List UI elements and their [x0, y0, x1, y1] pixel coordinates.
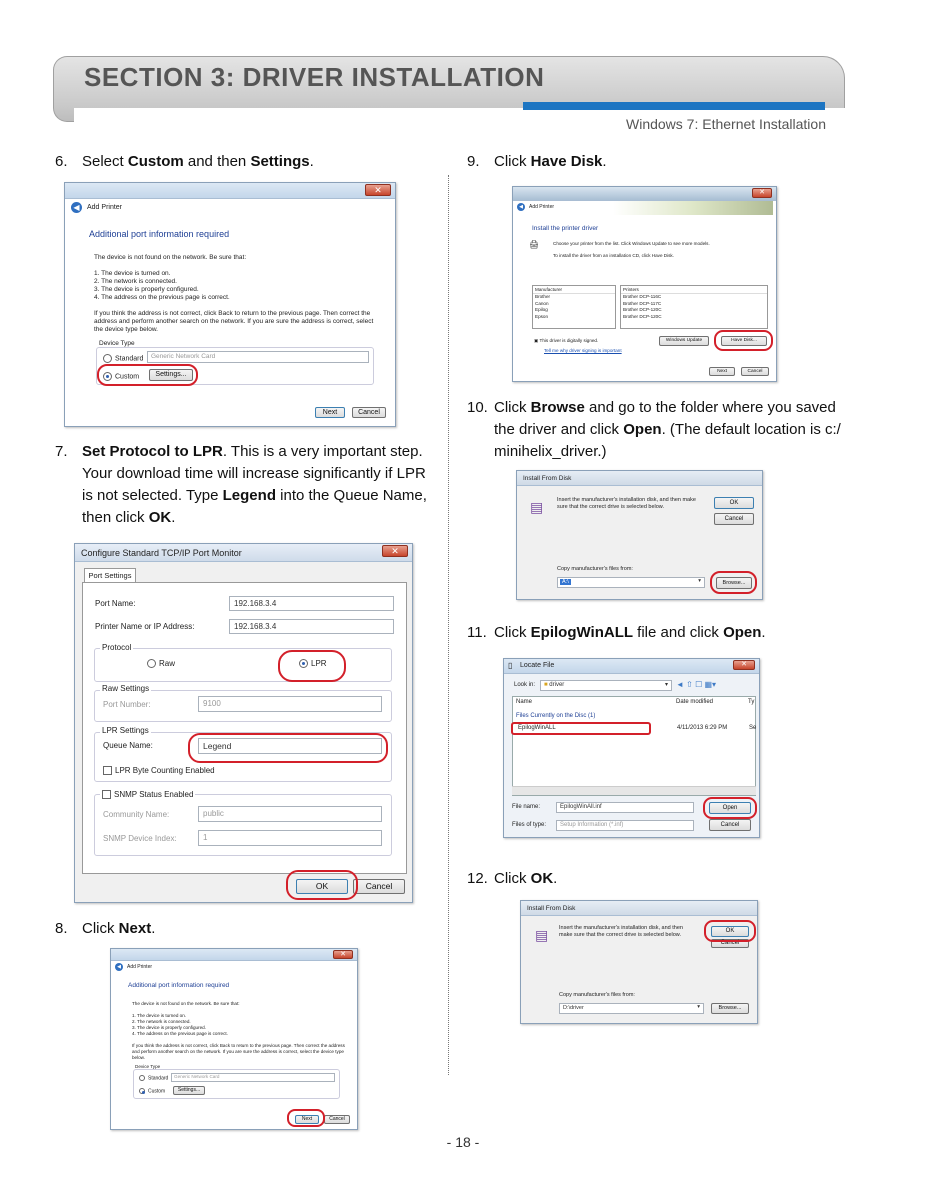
title-bar: Install From Disk [521, 901, 757, 916]
add-printer-window-step8 [110, 948, 358, 1130]
ok-button[interactable]: OK [714, 497, 754, 509]
browse-button[interactable]: Browse... [711, 1003, 749, 1014]
copy-from-label: Copy manufacturer's files from: [557, 566, 633, 572]
highlight-browse [710, 571, 757, 594]
install-from-disk-window-step12 [520, 900, 758, 1024]
column-divider [448, 175, 449, 1075]
list-item[interactable]: Brother DCP-120C [623, 313, 662, 319]
community-name-label: Community Name: [103, 810, 170, 819]
device-type-label: Device Type [135, 1064, 161, 1069]
standard-select[interactable]: Generic Network Card [147, 351, 369, 363]
snmp-device-index-input[interactable]: 1 [198, 830, 382, 846]
protocol-group [94, 648, 392, 682]
community-name-input[interactable]: public [198, 806, 382, 822]
instruction-paragraph: If you think the address is not correct, click Back to return to the previous page. Then correct the address and perform another search on the network. If you are sure the address is correct, select the device type below. [94, 310, 374, 333]
next-button[interactable]: Next [709, 367, 735, 376]
standard-radio[interactable]: Standard [103, 354, 143, 363]
next-button[interactable]: Next [295, 1115, 319, 1124]
cancel-button[interactable]: Cancel [324, 1115, 350, 1124]
look-in-combobox[interactable]: ■ driver ▾ [540, 680, 672, 691]
printer-icon: 🖨 [529, 240, 540, 249]
step-11: 11. Click EpilogWinALL file and click Open. [467, 624, 766, 641]
ok-button[interactable]: OK [296, 879, 348, 894]
list-item: 1. The device is turned on. [94, 270, 171, 277]
settings-button[interactable]: Settings... [149, 369, 193, 381]
title-bar: Locate File ▯ ✕ [504, 659, 759, 674]
printer-name-input[interactable]: 192.168.3.4 [229, 619, 394, 634]
date-column-header[interactable]: Date modified [676, 699, 714, 705]
file-type-label: Files of type: [512, 822, 547, 828]
heading: Additional port information required [89, 229, 230, 239]
signed-text: ▣ This driver is digitally signed. [534, 338, 599, 343]
printer-name-label: Printer Name or IP Address: [95, 622, 195, 631]
port-number-label: Port Number: [103, 700, 151, 709]
back-arrow-icon[interactable]: ◀ [115, 963, 123, 971]
dropdown-arrow-icon: ▾ [698, 578, 701, 584]
cancel-button[interactable]: Cancel [711, 939, 749, 948]
window-title: Add Printer [127, 964, 153, 970]
list-item[interactable]: Canon [535, 300, 549, 306]
printers-list[interactable]: Printers Brother DCP-116C Brother DCP-117C Brother DCP-120C Brother DCP-120C [620, 285, 768, 329]
title-bar: Install From Disk [517, 471, 762, 486]
list-item: 2. The network is connected. [132, 1019, 191, 1024]
file-type-select[interactable]: Setup Information (*.inf) [556, 820, 694, 831]
shield-icon: ▣ [534, 338, 540, 343]
file-icon: ▯ [508, 661, 513, 670]
list-item: 4. The address on the previous page is correct. [94, 294, 230, 301]
next-button[interactable]: Next [315, 407, 345, 418]
close-icon[interactable]: ✕ [333, 950, 353, 959]
list-item[interactable]: Brother [535, 294, 551, 299]
instruction-line: Choose your printer from the list. Click Windows Update to see more models. [553, 241, 710, 246]
list-item[interactable]: Brother DCP-120C [623, 307, 662, 312]
instruction-paragraph: If you think the address is not correct, click Back to return to the previous page. Then correct the address and perform another search on the network. If you are sure the address is correct, select the device type below. [132, 1043, 345, 1060]
name-column-header[interactable]: Name [516, 699, 533, 705]
list-item[interactable]: Brother DCP-116C [623, 294, 662, 299]
copy-from-label: Copy manufacturer's files from: [559, 992, 635, 998]
add-printer-window-step6 [64, 182, 396, 427]
close-icon[interactable]: ✕ [382, 545, 408, 557]
close-icon[interactable]: ✕ [752, 188, 772, 198]
instruction-text: Insert the manufacturer's installation disk, and then make sure that the correct drive is selected below. [559, 925, 683, 938]
close-icon[interactable]: ✕ [365, 184, 391, 196]
standard-radio[interactable]: Standard [139, 1075, 168, 1081]
step-8: 8. Click Next. [55, 920, 156, 937]
horizontal-scrollbar[interactable] [512, 786, 756, 795]
group-header: Files Currently on the Disc (1) [516, 713, 596, 719]
heading: Install the printer driver [532, 225, 599, 232]
header-accent-bar [523, 102, 825, 110]
dropdown-arrow-icon: ▾ [664, 682, 668, 688]
step-9: 9. Click Have Disk. [467, 153, 607, 170]
install-from-disk-window-step10 [516, 470, 763, 600]
file-row-epilogwinall[interactable]: EpilogWinALL 4/11/2013 6:29 PM Se [518, 725, 757, 731]
port-name-label: Port Name: [95, 599, 136, 608]
port-name-input[interactable]: 192.168.3.4 [229, 596, 394, 611]
list-item: 2. The network is connected. [94, 278, 177, 285]
close-icon[interactable]: ✕ [733, 660, 755, 670]
disk-drive-icon: ▤ [535, 927, 549, 943]
not-found-text: The device is not found on the network. Be sure that: [132, 1001, 240, 1006]
section-title: SECTION 3: DRIVER INSTALLATION [84, 62, 545, 92]
raw-radio[interactable]: Raw [147, 659, 175, 668]
folder-icon: ■ [544, 682, 548, 688]
snmp-group [94, 794, 392, 856]
highlight-open [703, 797, 757, 819]
queue-name-label: Queue Name: [103, 741, 153, 750]
tcpip-port-monitor-window [74, 543, 413, 903]
look-in-label: Look in: [514, 682, 536, 688]
cancel-button[interactable]: Cancel [352, 407, 386, 418]
manufacturer-list[interactable]: Manufacturer Brother Canon Epilog Epson [532, 285, 616, 329]
back-arrow-icon[interactable]: ◀ [517, 203, 525, 211]
windows-update-button[interactable]: Windows Update [659, 336, 709, 346]
instruction-text: Insert the manufacturer's installation disk, and then make sure that the correct drive is selected below. [557, 497, 696, 510]
step-6: 6. Select Custom and then Settings. [55, 153, 314, 170]
list-item[interactable]: Brother DCP-117C [623, 300, 662, 306]
toolbar-nav-icons[interactable]: ◄ ⇧ ☐ ▦▾ [676, 680, 717, 689]
highlight-lpr [278, 650, 346, 682]
title-bar [111, 949, 357, 961]
snmp-device-index-label: SNMP Device Index: [103, 834, 177, 843]
install-printer-driver-window [512, 186, 777, 382]
page-number: - 18 - [446, 1134, 480, 1150]
file-name-label: File name: [512, 804, 541, 810]
background-banner [613, 201, 773, 215]
highlight-next [287, 1109, 325, 1127]
instruction-line: To install the driver from an installation CD, click Have Disk. [553, 253, 675, 258]
cancel-button[interactable]: Cancel [714, 513, 754, 525]
device-type-label: Device Type [99, 340, 135, 347]
cancel-button[interactable]: Cancel [353, 879, 405, 894]
heading: Additional port information required [128, 982, 230, 989]
back-arrow-icon[interactable]: ◀ [71, 202, 82, 213]
step-10: 10. Click Browse and go to the folder where you saved the driver and click Open. (The default location is c:/ minihelix_driver.) [467, 399, 841, 460]
locate-file-window [503, 658, 760, 838]
highlight-ok [286, 870, 358, 900]
step-12: 12. Click OK. [467, 870, 558, 887]
highlight-queue-name [188, 733, 388, 763]
file-list [512, 696, 756, 796]
list-item: 3. The device is properly configured. [132, 1025, 206, 1030]
have-disk-button[interactable]: Have Disk... [721, 336, 767, 346]
window-title: Add Printer [529, 204, 555, 210]
not-found-text: The device is not found on the network. Be sure that: [94, 254, 247, 261]
list-item[interactable]: Epson [535, 313, 549, 319]
raw-settings-label: Raw Settings [102, 684, 150, 693]
custom-radio[interactable]: Custom [103, 372, 139, 381]
driver-signing-link[interactable]: Tell me why driver signing is important [544, 348, 622, 353]
ok-button[interactable]: OK [711, 926, 749, 937]
highlight-custom-settings [97, 364, 198, 386]
lpr-settings-label: LPR Settings [102, 726, 149, 735]
disk-drive-icon: ▤ [530, 499, 544, 515]
tab-port-settings[interactable]: Port Settings [84, 568, 136, 583]
dropdown-arrow-icon: ▾ [697, 1004, 700, 1010]
list-item[interactable]: Epilog [535, 307, 548, 312]
open-button[interactable]: Open [709, 802, 751, 814]
path-combobox[interactable]: A:\ ▾ [557, 577, 705, 588]
title-bar: Configure Standard TCP/IP Port Monitor ✕ [75, 544, 412, 562]
custom-radio[interactable]: Custom [139, 1088, 165, 1094]
lpr-radio[interactable]: LPR [299, 659, 327, 668]
browse-button[interactable]: Browse... [716, 577, 752, 589]
protocol-label: Protocol [102, 643, 132, 652]
window-title: Add Printer [87, 204, 123, 211]
highlight-ok [704, 920, 756, 942]
step-7: 7. Set Protocol to LPR. This is a very important step. Your download time will increase significantly if LPR is not selected. Type Legend into the Queue Name, then click OK. [55, 443, 427, 526]
lpr-byte-counting-checkbox[interactable]: LPR Byte Counting Enabled [103, 766, 215, 775]
standard-select[interactable]: Generic Network Card [171, 1073, 335, 1082]
title-bar [513, 187, 776, 201]
port-number-input[interactable]: 9100 [198, 696, 382, 712]
type-column-header[interactable]: Ty [748, 699, 755, 705]
highlight-epilogwinall [511, 722, 651, 735]
cancel-button[interactable]: Cancel [709, 819, 751, 831]
highlight-have-disk [714, 330, 773, 351]
snmp-checkbox[interactable]: SNMP Status Enabled [100, 790, 195, 799]
cancel-button[interactable]: Cancel [741, 367, 769, 376]
path-combobox[interactable]: D:\driver ▾ [559, 1003, 704, 1014]
list-item: 4. The address on the previous page is correct. [132, 1031, 228, 1036]
list-item: 3. The device is properly configured. [94, 286, 199, 293]
list-item: 1. The device is turned on. [132, 1013, 187, 1018]
section-subtitle: Windows 7: Ethernet Installation [626, 116, 826, 132]
file-name-input[interactable]: EpilogWinAll.inf [556, 802, 694, 813]
title-bar [65, 183, 395, 199]
queue-name-input[interactable]: Legend [198, 738, 382, 754]
settings-button[interactable]: Settings... [173, 1086, 205, 1095]
